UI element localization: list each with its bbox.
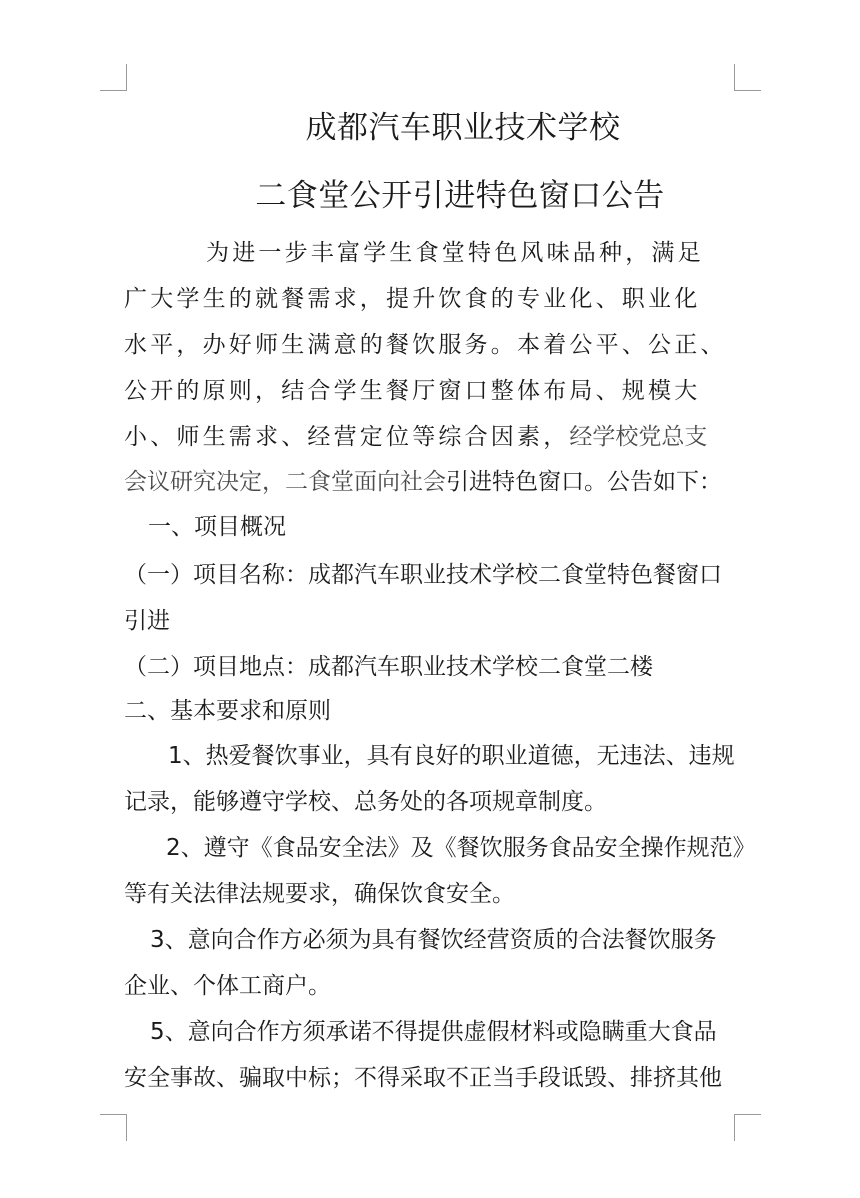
requirement-3-line-1: 3、意向合作方必须为具有餐饮经营资质的合法餐饮服务 [150, 927, 717, 953]
intro-line-2: 广大学生的就餐需求，提升饮食的专业化、职业化 [124, 286, 701, 312]
crop-mark-top-left [100, 64, 127, 91]
requirement-1-line-1: 1、热爱餐饮事业，具有良好的职业道德，无违法、违规 [168, 743, 735, 769]
intro-line-5-highlight: 经学校党总支 [569, 424, 708, 450]
intro-line-4: 公开的原则，结合学生餐厅窗口整体布局、规模大 [124, 378, 701, 404]
intro-line-5-text: 小、师生需求、经营定位等综合因素， [124, 424, 570, 450]
requirement-2-line-2: 等有关法律法规要求，确保饮食安全。 [124, 881, 515, 907]
intro-line-1: 为进一步丰富学生食堂特色风味品种，满足 [206, 240, 704, 266]
intro-line-6-highlight: 会议研究决定，二食堂面向社会 [124, 469, 446, 495]
requirement-5-line-1: 5、意向合作方须承诺不得提供虚假材料或隐瞒重大食品 [150, 1019, 717, 1045]
requirement-2-line-1: 2、遵守《食品安全法》及《餐饮服务食品安全操作规范》 [166, 835, 756, 861]
document-title-line-2: 二食堂公开引进特色窗口公告 [255, 178, 665, 214]
intro-line-5 [124, 422, 707, 452]
crop-mark-bottom-right [734, 1114, 761, 1141]
item-2: （二）项目地点：成都汽车职业技术学校二食堂二楼 [124, 654, 653, 680]
requirement-1-line-2: 记录，能够遵守学校、总务处的各项规章制度。 [124, 789, 607, 815]
intro-line-6 [124, 467, 722, 497]
requirement-5-line-2: 安全事故、骗取中标；不得采取不正当手段诋毁、排挤其他 [124, 1065, 722, 1091]
document-title-line-1: 成都汽车职业技术学校 [305, 110, 621, 146]
intro-line-3: 水平，办好师生满意的餐饮服务。本着公平、公正、 [124, 332, 727, 358]
crop-mark-bottom-left [100, 1114, 127, 1141]
requirement-3-line-2: 企业、个体工商户。 [124, 973, 331, 999]
item-1-line-1: （一）项目名称：成都汽车职业技术学校二食堂特色餐窗口 [124, 562, 722, 588]
item-1-line-2: 引进 [124, 608, 170, 634]
section-1-heading: 一、项目概况 [148, 514, 286, 540]
crop-mark-top-right [734, 64, 761, 91]
section-2-heading: 二、基本要求和原则 [124, 698, 331, 724]
intro-line-6-text: 引进特色窗口。公告如下： [446, 469, 722, 495]
